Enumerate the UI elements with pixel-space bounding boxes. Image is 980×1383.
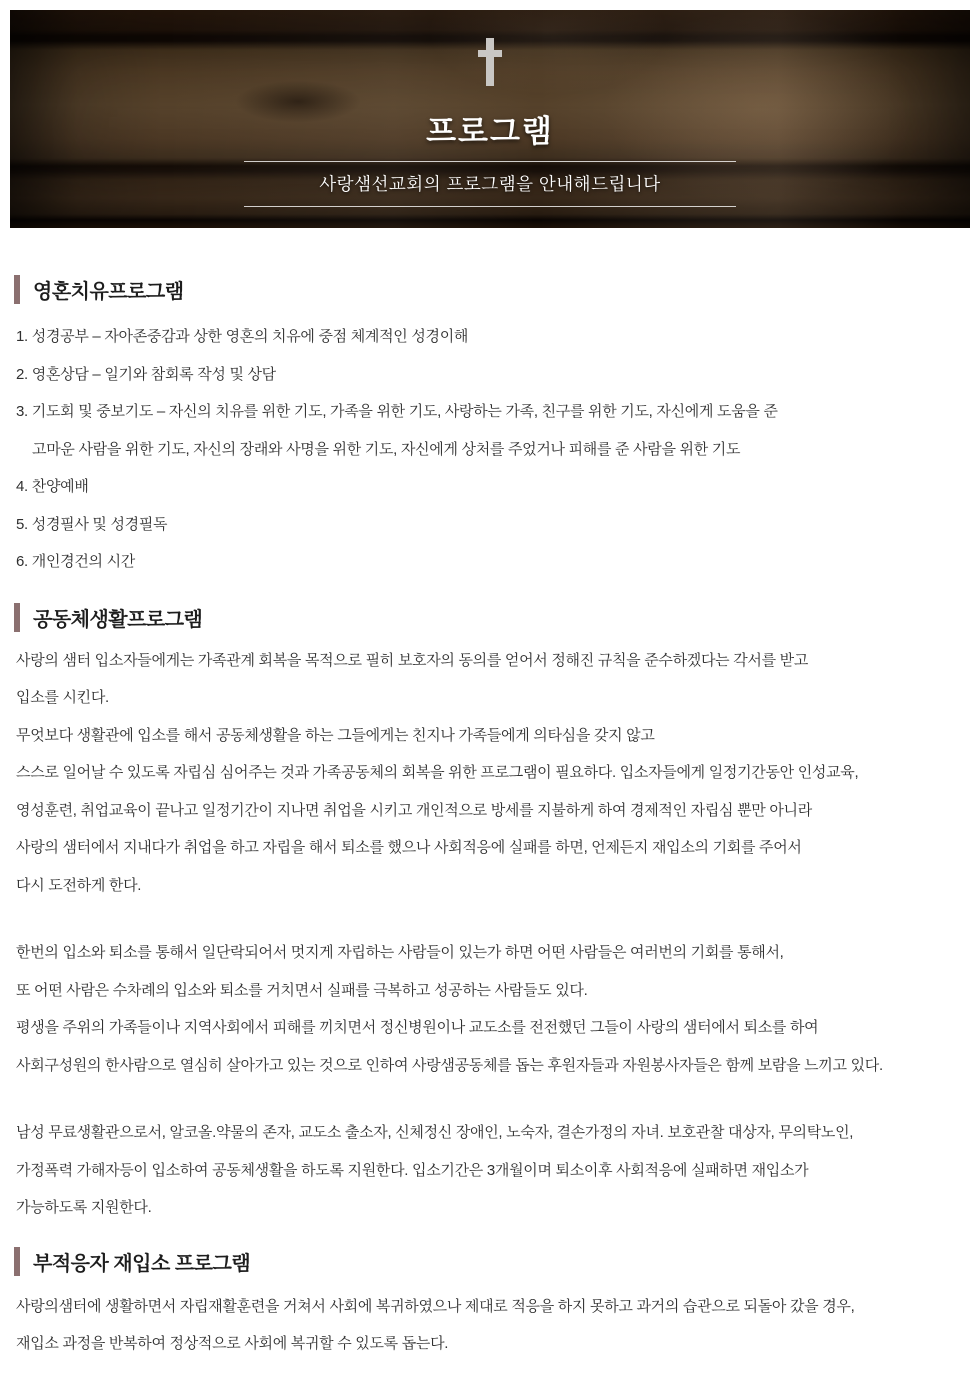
cross-icon-vertical-bar	[486, 38, 494, 86]
section-title-community-life	[14, 603, 975, 632]
text-line: 평생을 주위의 가족들이나 지역사회에서 피해를 끼치면서 정신병원이나 교도소를 전전했던 그들이 사랑의 샘터에서 퇴소를 하여	[16, 1019, 819, 1036]
section-title-text: 부적응자 재입소 프로그램	[33, 1252, 251, 1275]
section-accent-bar	[14, 275, 20, 304]
text-line: 남성 무료생활관으로서, 알코올.약물의 존자, 교도소 출소자, 신체정신 장애인, 노숙자, 결손가정의 자녀. 보호관찰 대상자, 무의탁노인,	[16, 1124, 854, 1141]
section-accent-bar	[14, 1247, 20, 1276]
text-line: 영성훈련, 취업교육이 끝나고 일정기간이 지나면 취업을 시키고 개인적으로 방세를 지불하게 하여 경제적인 자립심 뿐만 아니라	[16, 801, 812, 819]
cross-icon-horizontal-bar	[478, 50, 502, 57]
paragraph-group	[16, 934, 975, 1084]
soul-healing-list	[16, 318, 975, 581]
list-item: 3. 기도회 및 중보기도 – 자신의 치유를 위한 기도, 가족을 위한 기도, 사랑하는 가족, 친구를 위한 기도, 자신에게 도움을 준	[16, 403, 778, 420]
section-title-soul-healing	[14, 275, 975, 304]
readmission-text	[16, 1288, 975, 1363]
section-accent-bar	[14, 603, 20, 632]
section-title-text: 공동체생활프로그램	[33, 608, 203, 631]
section-title-readmission	[14, 1247, 975, 1276]
section-soul-healing-program	[16, 275, 975, 581]
list-item: 5. 성경필사 및 성경필독	[16, 515, 168, 533]
program-page	[0, 10, 980, 1383]
text-line: 다시 도전하게 한다.	[16, 876, 142, 894]
text-line: 사랑의 샘터에서 지내다가 취업을 하고 자립을 해서 퇴소를 했으나 사회적응에 실패를 하면, 언제든지 재입소의 기회를 주어서	[16, 839, 802, 856]
section-community-life-program	[16, 603, 975, 1227]
text-line: 가능하도록 지원한다.	[16, 1199, 152, 1216]
section-readmission-program	[16, 1247, 975, 1363]
paragraph-group	[16, 642, 975, 905]
text-line: 가정폭력 가해자등이 입소하여 공동체생활을 하도록 지원한다. 입소기간은 3개월이며 퇴소이후 사회적응에 실패하면 재입소가	[16, 1161, 809, 1179]
text-line: 한번의 입소와 퇴소를 통해서 일단락되어서 멋지게 자립하는 사람들이 있는가 하면 어떤 사람들은 여러번의 기회를 통해서,	[16, 944, 784, 961]
text-line: 사회구성원의 한사람으로 열심히 살아가고 있는 것으로 인하여 사랑샘공동체를 돕는 후원자들과 자원봉사자들은 함께 보람을 느끼고 있다.	[16, 1056, 883, 1074]
text-line: 무엇보다 생활관에 입소를 해서 공동체생활을 하는 그들에게는 친지나 가족들에게 의타심을 갖지 않고	[16, 726, 655, 744]
list-item-continuation: 고마운 사람을 위한 기도, 자신의 장래와 사명을 위한 기도, 자신에게 상처를 주었거나 피해를 준 사람을 위한 기도	[32, 440, 741, 458]
page-subtitle: 사랑샘선교회의 프로그램을 안내해드립니다	[319, 174, 661, 194]
list-item: 1. 성경공부 – 자아존중감과 상한 영혼의 치유에 중점 체계적인 성경이해	[16, 328, 469, 345]
community-life-text	[16, 642, 975, 1227]
text-line: 재입소 과정을 반복하여 정상적으로 사회에 복귀할 수 있도록 돕는다.	[16, 1335, 449, 1352]
section-title-text: 영혼치유프로그램	[33, 281, 184, 303]
list-item: 2. 영혼상담 – 일기와 참회록 작성 및 상담	[16, 365, 276, 383]
text-line: 사랑의샘터에 생활하면서 자립재활훈련을 거쳐서 사회에 복귀하였으나 제대로 적응을 하지 못하고 과거의 습관으로 되돌아 갔을 경우,	[16, 1297, 855, 1315]
main-content	[0, 275, 980, 1383]
text-line: 입소를 시킨다.	[16, 689, 109, 706]
cross-icon	[478, 38, 502, 86]
text-line: 또 어떤 사람은 수차례의 입소와 퇴소를 거치면서 실패를 극복하고 성공하는 사람들도 있다.	[16, 981, 588, 999]
list-item: 6. 개인경건의 시간	[16, 553, 135, 570]
text-line: 사랑의 샘터 입소자들에게는 가족관계 회복을 목적으로 필히 보호자의 동의를 얻어서 정해진 규칙을 준수하겠다는 각서를 받고	[16, 651, 809, 669]
paragraph-group	[16, 1114, 975, 1227]
page-title: 프로그램	[426, 114, 554, 149]
text-line: 스스로 일어날 수 있도록 자립심 심어주는 것과 가족공동체의 회복을 위한 프로그램이 필요하다. 입소자들에게 일정기간동안 인성교육,	[16, 764, 859, 781]
hero-banner	[10, 10, 970, 228]
hero-subtitle-box	[244, 161, 736, 207]
list-item: 4. 찬양예배	[16, 478, 89, 495]
